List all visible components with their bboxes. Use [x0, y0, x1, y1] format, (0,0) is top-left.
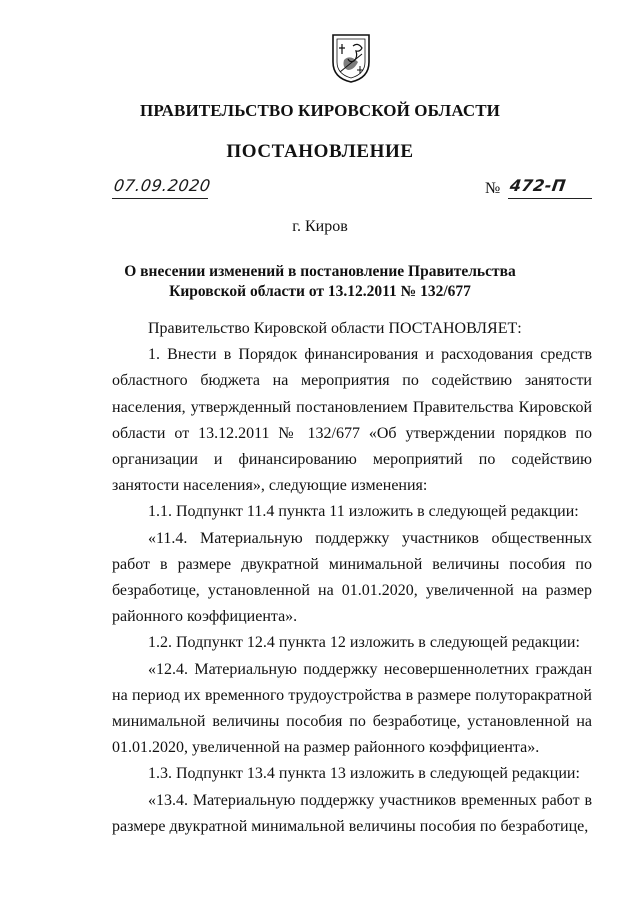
- paragraph-item-1-1: 1.1. Подпункт 11.4 пункта 11 изложить в следующей редакции:: [148, 503, 579, 521]
- subject-line-1: О внесении изменений в постановление Правительства: [124, 263, 516, 280]
- paragraph-item-1-1-text: «11.4. Материальную поддержку участников общественных работ в размере двукратной минимальной величины пособия по безработице, установленной на 01.01.2020, увеличенной на размер районного коэффициента».: [112, 529, 592, 626]
- paragraph-item-1-3: 1.3. Подпункт 13.4 пункта 13 изложить в следующей редакции:: [148, 765, 580, 783]
- document-date-field: [112, 176, 212, 199]
- paragraph-item-1-3-text: «13.4. Материальную поддержку участников временных работ в размере двукратной минимальной величины пособия по безработице,: [112, 791, 592, 835]
- document-city: г. Киров: [292, 218, 348, 235]
- paragraph-item-1: 1. Внести в Порядок финансирования и расходования средств областного бюджета на мероприятия по содействию занятости населения, утвержденный постановлением Правительства Кировской области от 13.12.2011 № 132/677 «Об утверждении порядков по организации и финансированию мероприятий по содействию занятости населения», следующие изменения:: [112, 346, 592, 495]
- document-type-heading: ПОСТАНОВЛЕНИЕ: [226, 141, 414, 162]
- number-sign: №: [485, 180, 501, 197]
- paragraph-item-1-2: 1.2. Подпункт 12.4 пункта 12 изложить в следующей редакции:: [148, 634, 580, 652]
- document-number: 472-П: [508, 176, 568, 195]
- coat-of-arms-icon: [330, 32, 372, 84]
- document-subject: [120, 262, 520, 302]
- document-date: 07.09.2020: [112, 176, 212, 195]
- intro-paragraph: Правительство Кировской области ПОСТАНОВЛЯЕТ:: [148, 320, 522, 337]
- subject-line-2: Кировской области от 13.12.2011 № 132/677: [169, 283, 471, 300]
- document-number-field: [508, 176, 592, 199]
- paragraph-item-1-2-text: «12.4. Материальную поддержку несовершеннолетних граждан на период их временного трудоустройства в размере полуторакратной минимальной величины пособия по безработице, установленной на 01.01.2020, увеличенной на размер районного коэффициента».: [112, 660, 592, 757]
- organization-title: ПРАВИТЕЛЬСТВО КИРОВСКОЙ ОБЛАСТИ: [140, 101, 500, 120]
- document-body: [112, 316, 592, 840]
